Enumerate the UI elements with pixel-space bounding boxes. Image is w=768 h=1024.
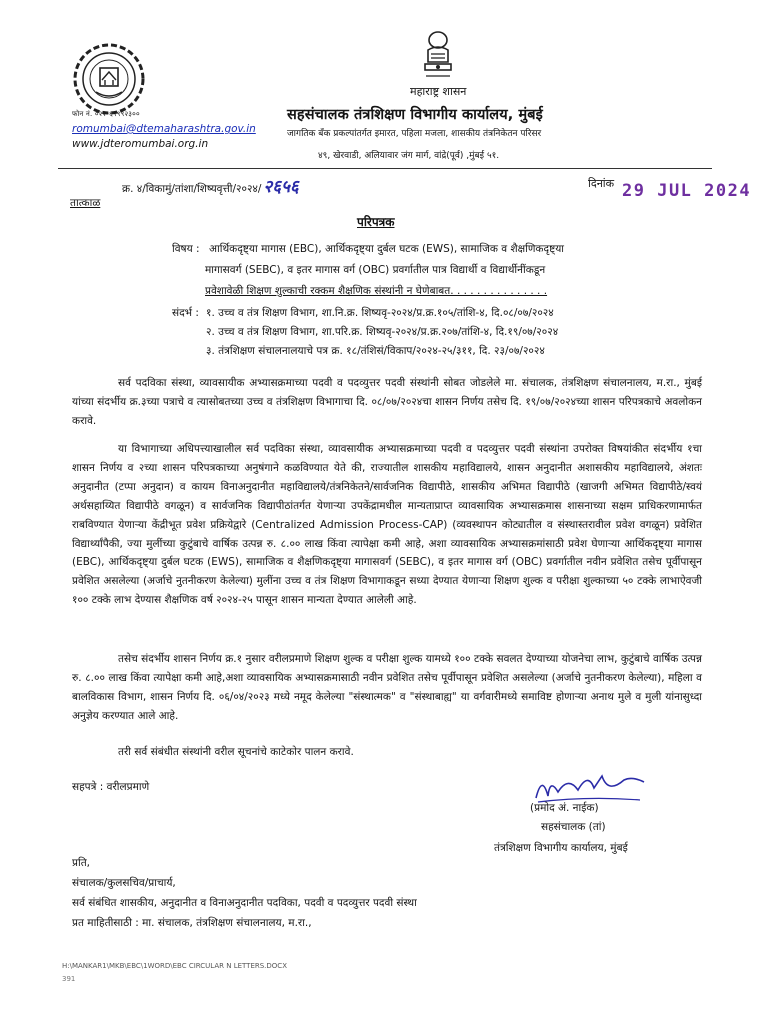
urgent-label: तात्काळ (70, 197, 101, 209)
body-paragraph-3: तसेच संदर्भीय शासन निर्णय क्र.१ नुसार वरीलप्रमाणे शिक्षण शुल्क व परीक्षा शुल्क यामध्ये १०० टक्के सवलत देण्याच्या योजनेचा लाभ, कुटुंबाचे वार्षिक उत्पन्न रु. ८.०० लाख किंवा त्यापेक्षा कमी आहे,अशा व्यावसायिक अभ्यासक्रमासाठी नवीन प्रवेशित तसेच पूर्वीपासून प्रवेशित असलेल्या (अर्जाचे नुतनीकरण केलेल्या), महिला व बालविकास विभाग, शासन निर्णय दि. ०६/०४/२०२३ मध्ये नमूद केलेल्या "संस्थात्मक" व "संस्थाबाह्य" या वर्गवारीमध्ये समाविष्ट होणाऱ्या अनाथ मुले व मुली यांनासुध्दा अनुज्ञेय करण्यात आले आहे. (72, 653, 702, 722)
reference-item-2: २. उच्च व तंत्र शिक्षण विभाग, शा.परि.क्र. शिष्यवृ-२०२४/प्र.क्र.२०७/तांशि-४, दि.१९/०७/२०२४ (206, 326, 559, 338)
reference-number-prefix: क्र. ४/विकामुं/तांशा/शिष्यवृत्ती/२०२४/ (122, 183, 262, 195)
enclosure-note: सहपत्रे : वरीलप्रमाणे (72, 781, 150, 793)
reference-number-handwritten: २६५६ (263, 177, 299, 197)
subject-line-1: आर्थिकदृष्ट्या मागास (EBC), आर्थिकदृष्ट्या दुर्बल घटक (EWS), सामाजिक व शैक्षणिकदृष्ट्या (209, 243, 565, 255)
reference-item-1: १. उच्च व तंत्र शिक्षण विभाग, शा.नि.क्र. शिष्यवृ-२०२४/प्र.क्र.१०५/तांशि-४, दि.०८/०७/२०२४ (206, 307, 554, 319)
body-paragraph-2: या विभागाच्या अधिपत्त्याखालील सर्व पदविका संस्था, व्यावसायीक अभ्यासक्रमाच्या पदवी व पदव्युत्तर पदवी संस्थांना उपरोक्त विषयांकीत संदर्भीय १चा शासन निर्णय व २च्या शासन परिपत्रकाच्या अनुषंगाने कळविण्यात येते की, राज्यातील शासकीय महाविद्यालये, शासन अनुदानीत अशासकीय महाविद्यालये, अंशतः अनुदानीत (टप्पा अनुदान) व कायम विनाअनुदानीत महाविद्यालये/तंत्रनिकेतने/सार्वजनिक विद्यापीठे, शासकीय अभिमत विद्यापीठे (खाजगी अभिमत विद्यापीठे/स्वयं अर्थसहाय्यित विद्यापीठे वगळून) व सार्वजनिक विद्यापीठांतर्गत येणाऱ्या उपकेंद्रामधील मान्यताप्राप्त व्यावसायिक अभ्यासक्रमास शासनाच्या सक्षम प्राधिकरणामार्फत राबविण्यात येणाऱ्या केंद्रीभूत प्रवेश प्रक्रियेद्वारे (Centralized Admission Process-CAP) (व्यवस्थापन कोट्यातील व संस्थास्तरावील प्रवेश वगळून) प्रवेशित विद्यार्थ्यांपैकी, ज्या मुलींच्या कुटुंबाचे वार्षिक उत्पन्न रु. ८.०० लाख किंवा त्यापेक्षा कमी आहे, अशा व्यावसायिक अभ्यासक्रमांसाठी प्रवेश घेणाऱ्या आर्थिकदृष्ट्या मागास (EBC), आर्थिकदृष्ट्या दुर्बल घटक (EWS), सामाजिक व शैक्षणिकदृष्ट्या मागासवर्ग (SEBC), व इतर मागास वर्ग (OBC) प्रवर्गातील नवीन प्रवेशित तसेच पूर्वीपासून प्रवेशित असलेल्या (अर्जाचे नुतनीकरण केलेल्या) मुलींना उच्च व तंत्र शिक्षण विभागाकडून सध्या देण्यात येणाऱ्या शिक्षण शुल्क व परीक्षा शुल्काच्या ५० टक्के लाभाऐवजी १०० टक्के लाभ देण्यास शैक्षणिक वर्ष २०२४-२५ पासून शासन मान्यता देण्यात आलेली आहे. (72, 443, 702, 607)
copy-to-line: प्रत माहितीसाठी : मा. संचालक, तंत्रशिक्षण संचालनालय, म.रा., (72, 917, 312, 929)
subject-label: विषय : (172, 243, 200, 255)
signer-name: (प्रमोद अं. नाईक) (530, 802, 599, 814)
state-emblem-logo (416, 28, 460, 82)
reference-number (122, 174, 299, 197)
recipient-to-label: प्रति, (72, 857, 91, 869)
signer-designation: सहसंचालक (तां) (541, 821, 606, 833)
body-paragraph-4: तरी सर्व संबंधीत संस्थांनी वरील सूचनांचे काटेकोर पालन करावे. (118, 746, 354, 758)
file-path: H:\MANKAR1\MKB\EBC\1WORD\EBC CIRCULAR N LETTERS.DOCX (62, 962, 287, 970)
recipient-line-2: सर्व संबंधित शासकीय, अनुदानीत व विनाअनुदानीत पदविका, पदवी व पदव्युत्तर पदवी संस्था (72, 897, 417, 909)
circular-heading: परिपत्रक (357, 215, 395, 229)
file-code: 391 (62, 975, 76, 983)
office-address-line-2: ४९, खेरवाडी, अलियावार जंग मार्ग, वांद्रे(पूर्व) ,मुंबई ५१. (318, 151, 500, 161)
office-title: सहसंचालक तंत्रशिक्षण विभागीय कार्यालय, मुंबई (287, 107, 543, 123)
office-phone: फोन नं. ०२२-६९९९२३०० (72, 110, 140, 118)
signer-office: तंत्रशिक्षण विभागीय कार्यालय, मुंबई (494, 842, 628, 854)
references-block (172, 304, 558, 361)
subject-line-3: प्रवेशावेळी शिक्षण शुल्काची रक्कम शैक्षणिक संस्थांनी न घेणेबाबत. . . . . . . . . . . . . . . (205, 285, 548, 297)
body-paragraph-1: सर्व पदविका संस्था, व्यावसायीक अभ्यासक्रमाच्या पदवी व पदव्युत्तर पदवी संस्थांनी सोबत जोडलेले मा. संचालक, तंत्रशिक्षण संचालनालय, म.रा., मुंबई यांच्या संदर्भीय क्र.३च्या पत्राचे व त्यासोबतच्या उच्च व तंत्रशिक्षण विभागाचा दि. ०८/०७/२०२४चा शासन निर्णय तसेच दि. १९/०७/२०२४च्या शासन परिपत्रकाचे अवलोकन करावे. (72, 377, 702, 427)
subject-block (172, 239, 672, 302)
office-address-line-1: जागतिक बँक प्रकल्पांतर्गत इमारत, पहिला मजला, शासकीय तंत्रनिकेतन परिसर (287, 129, 542, 139)
dte-seal-logo (72, 42, 146, 116)
date-label: दिनांक (588, 177, 615, 190)
subject-line-2: मागासवर्ग (SEBC), व इतर मागास वर्ग (OBC) प्रवर्गातील पात्र विद्यार्थी व विद्यार्थीनींकडून (205, 264, 546, 276)
recipient-line-1: संचालक/कुलसचिव/प्राचार्य, (72, 877, 176, 889)
date-stamp: 29 JUL 2024 (622, 181, 752, 201)
office-email-link[interactable]: romumbai@dtemaharashtra.gov.in (72, 123, 256, 135)
letterhead-divider (58, 168, 712, 169)
references-label: संदर्भ : (172, 307, 199, 319)
reference-item-3: ३. तंत्रशिक्षण संचालनालयाचे पत्र क्र. १८/तंशिसं/विकाप/२०२४-२५/३११, दि. २३/०७/२०२४ (206, 345, 545, 357)
office-website-link[interactable]: www.jdteromumbai.org.in (72, 138, 209, 150)
government-name: महाराष्ट्र शासन (410, 85, 467, 98)
